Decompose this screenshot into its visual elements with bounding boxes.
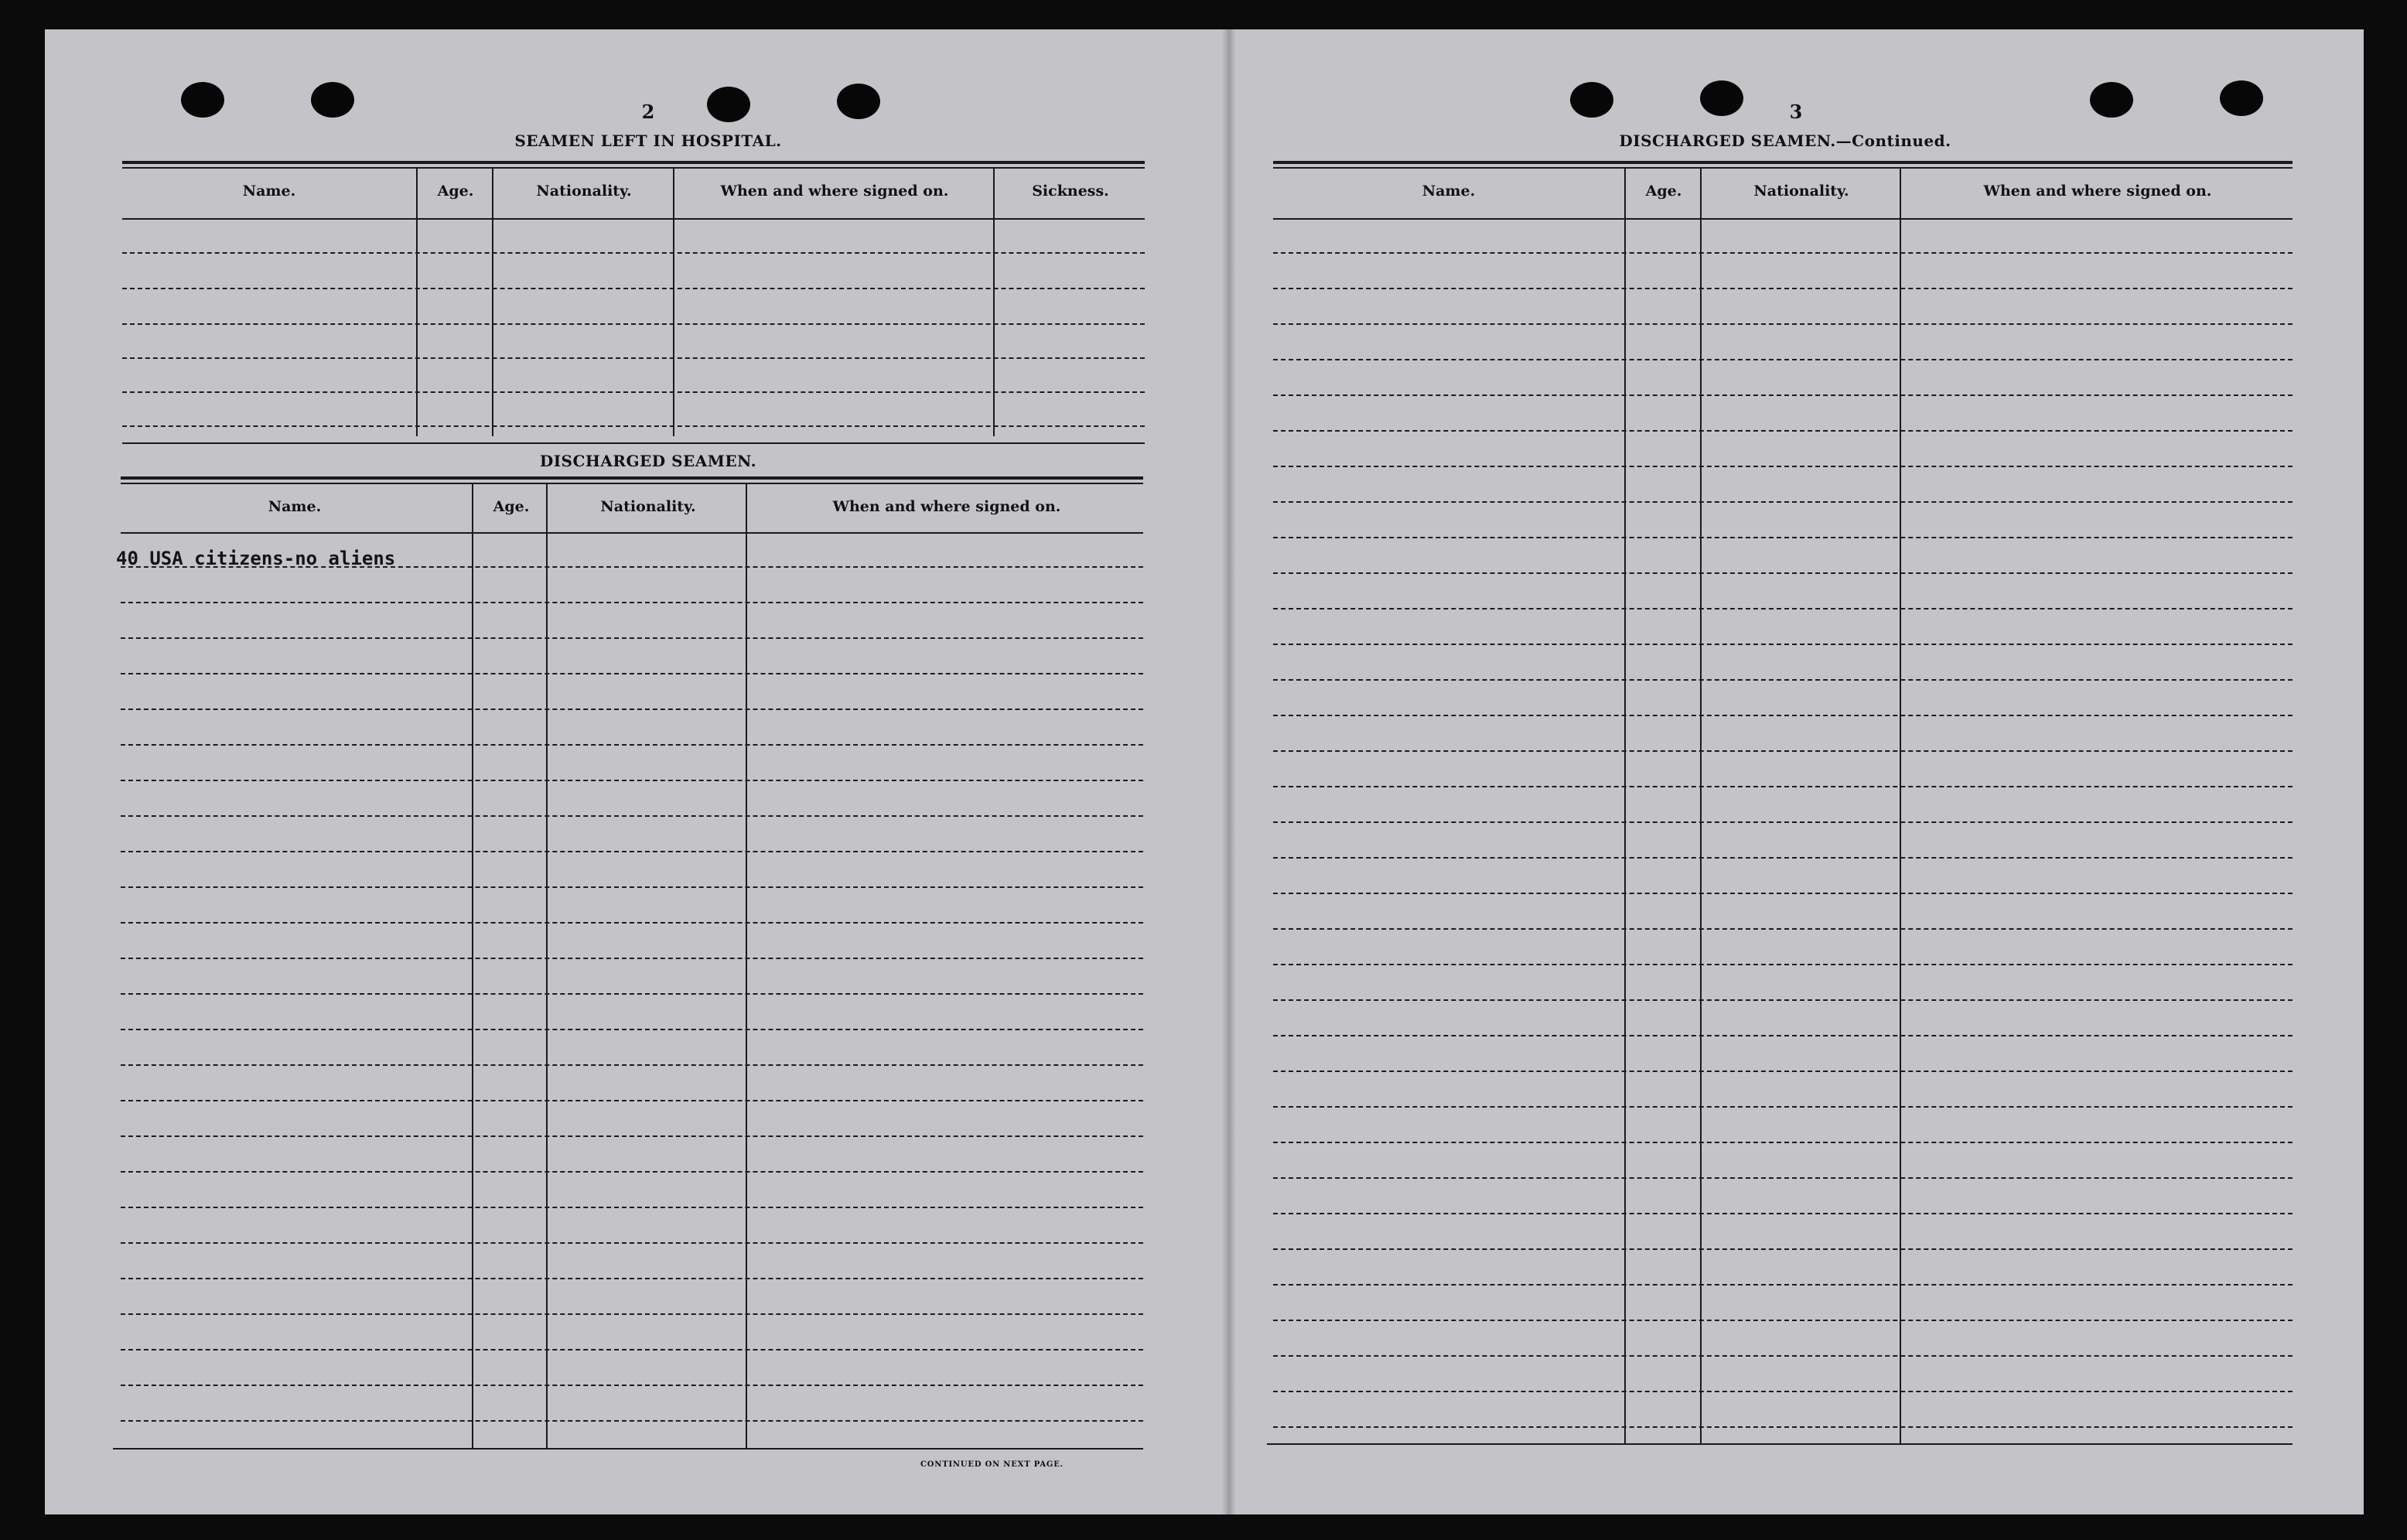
discharged-header-rule [121, 532, 1143, 534]
row-line [1273, 501, 2293, 503]
row-line [121, 709, 1143, 710]
hospital-top-rule [122, 161, 1145, 164]
row-line [1273, 999, 2293, 1001]
discharged-col-signed-on: When and where signed on. [832, 498, 1061, 515]
row-line [1273, 1320, 2293, 1321]
row-line [1273, 288, 2293, 289]
typed-entry: 40 USA citizens-no aliens [116, 548, 396, 569]
row-line [1273, 857, 2293, 859]
row-line [1273, 1391, 2293, 1392]
hospital-divider [492, 169, 493, 436]
row-line [1273, 715, 2293, 716]
row-line [121, 1278, 1143, 1279]
row-line [121, 886, 1143, 888]
row-line [1273, 1248, 2293, 1250]
row-line [121, 1100, 1143, 1101]
continued-note: CONTINUED ON NEXT PAGE. [920, 1460, 1064, 1469]
discharged-divider [746, 484, 747, 1448]
center-fold [1222, 29, 1236, 1514]
hospital-top-rule-2 [122, 167, 1145, 169]
row-line [1273, 1213, 2293, 1214]
top-rule-2 [1273, 167, 2293, 169]
row-line [1273, 644, 2293, 645]
header-rule [1273, 218, 2293, 220]
col-signed-on: When and where signed on. [1983, 183, 2212, 200]
row-line [121, 1135, 1143, 1137]
hospital-col-name: Name. [242, 183, 296, 200]
discharged-top-rule-2 [121, 483, 1143, 484]
row-line [121, 744, 1143, 746]
col-age: Age. [1645, 183, 1682, 200]
row-line [121, 993, 1143, 995]
discharged-bottom-rule [113, 1448, 1143, 1450]
discharged-divider [472, 484, 473, 1448]
hospital-row-line [122, 357, 1145, 359]
hospital-row-line [122, 252, 1145, 254]
hospital-header-rule [122, 218, 1145, 220]
row-line [121, 1385, 1143, 1386]
row-line [1273, 679, 2293, 681]
row-line [1273, 786, 2293, 787]
hospital-bottom-rule [122, 442, 1145, 444]
hospital-row-line [122, 323, 1145, 325]
row-line [1273, 608, 2293, 610]
left-page [45, 29, 1222, 1514]
row-line [1273, 394, 2293, 396]
row-line [1273, 1106, 2293, 1108]
row-line [1273, 252, 2293, 254]
row-line [1273, 893, 2293, 894]
row-line [1273, 750, 2293, 752]
right-page [1236, 29, 2364, 1514]
row-line [1273, 466, 2293, 467]
row-line [1273, 1284, 2293, 1286]
row-line [1273, 1177, 2293, 1179]
row-line [1273, 1355, 2293, 1357]
row-line [121, 1242, 1143, 1244]
discharged-section-title: DISCHARGED SEAMEN. [539, 452, 757, 470]
hospital-col-nationality: Nationality. [536, 183, 632, 200]
discharged-top-rule [121, 476, 1143, 480]
hospital-col-sickness: Sickness. [1032, 183, 1109, 200]
page-number: 2 [641, 101, 655, 123]
row-line [1273, 964, 2293, 965]
row-line [121, 637, 1143, 639]
row-line [1273, 572, 2293, 574]
continued-section-title: DISCHARGED SEAMEN.—Continued. [1619, 131, 1951, 150]
row-line [121, 1171, 1143, 1173]
hospital-section-title: SEAMEN LEFT IN HOSPITAL. [514, 131, 782, 150]
row-line [121, 1207, 1143, 1208]
hospital-row-line [122, 425, 1145, 427]
discharged-col-age: Age. [493, 498, 530, 515]
discharged-divider [546, 484, 548, 1448]
hospital-divider [673, 169, 674, 436]
row-line [1273, 1142, 2293, 1143]
row-line [121, 1064, 1143, 1066]
row-line [1273, 1426, 2293, 1428]
row-line [121, 958, 1143, 959]
row-line [1273, 430, 2293, 432]
row-line [121, 851, 1143, 852]
page-number: 3 [1789, 101, 1803, 123]
hospital-row-line [122, 391, 1145, 393]
row-line [1273, 1070, 2293, 1072]
hospital-row-line [122, 288, 1145, 289]
bottom-rule [1267, 1443, 2293, 1445]
row-line [121, 1029, 1143, 1030]
row-line [1273, 359, 2293, 360]
top-rule [1273, 161, 2293, 164]
row-line [121, 1420, 1143, 1422]
row-line [121, 673, 1143, 674]
row-line [121, 1313, 1143, 1315]
row-line [121, 602, 1143, 603]
hospital-divider [993, 169, 995, 436]
hospital-divider [416, 169, 418, 436]
row-line [121, 1349, 1143, 1350]
record-sheet [45, 29, 2364, 1514]
row-line [121, 780, 1143, 781]
row-line [1273, 928, 2293, 930]
hospital-col-age: Age. [437, 183, 474, 200]
row-line [1273, 537, 2293, 538]
row-line [121, 815, 1143, 817]
row-line [1273, 821, 2293, 823]
row-line [121, 922, 1143, 924]
discharged-col-name: Name. [268, 498, 322, 515]
col-nationality: Nationality. [1753, 183, 1849, 200]
row-line [1273, 1035, 2293, 1036]
col-name: Name. [1422, 183, 1476, 200]
discharged-col-nationality: Nationality. [600, 498, 696, 515]
hospital-col-signed-on: When and where signed on. [720, 183, 949, 200]
row-line [1273, 323, 2293, 325]
row-line [121, 566, 1143, 568]
